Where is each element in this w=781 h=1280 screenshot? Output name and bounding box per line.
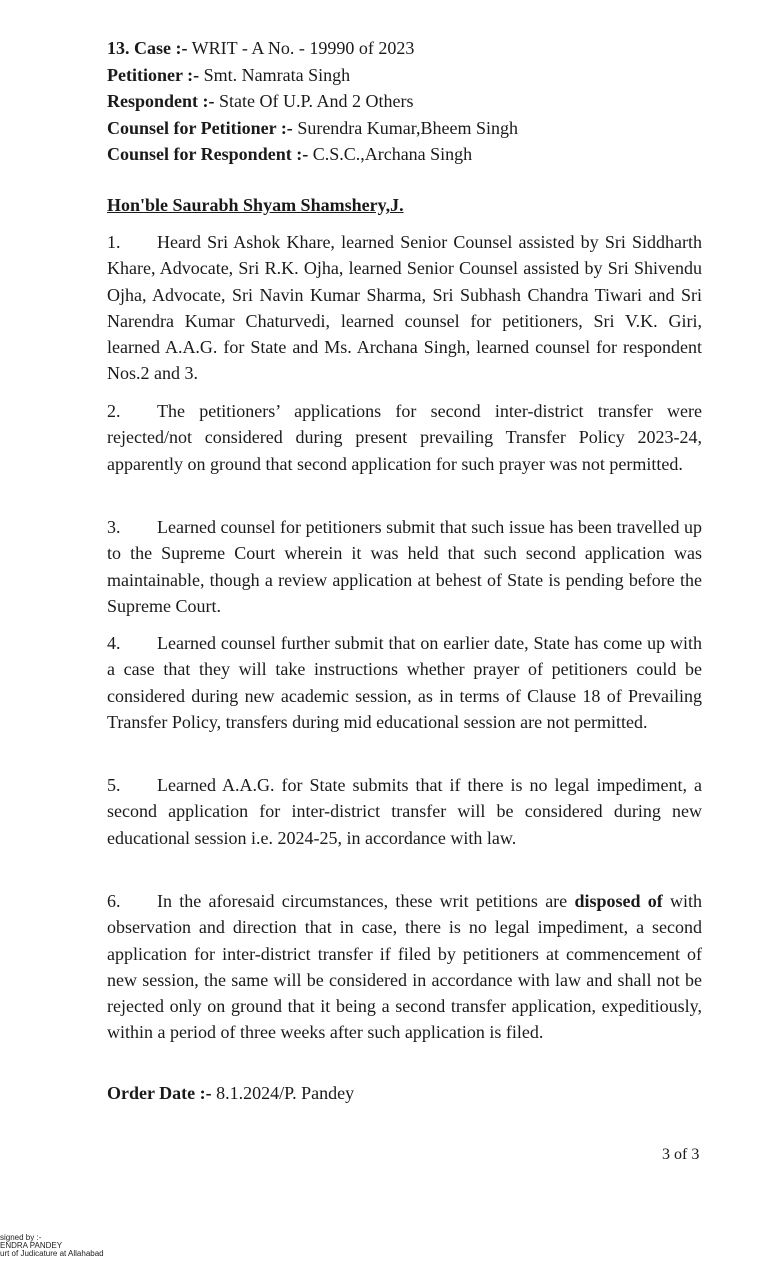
petitioner-row: Petitioner :- Smt. Namrata Singh: [107, 64, 351, 85]
respondent-row: Respondent :- State Of U.P. And 2 Others: [107, 91, 414, 111]
judge-name: Hon'ble Saurabh Shyam Shamshery,J.: [107, 195, 404, 215]
counsel-respondent-row: Counsel for Respondent :- C.S.C.,Archana Singh: [107, 144, 473, 164]
disposed-of-emphasis: disposed of: [574, 891, 663, 911]
case-header: [107, 35, 518, 168]
case-number-row: 13. Case :- WRIT - A No. - 19990 of 2023: [107, 38, 415, 58]
order-date: Order Date :- 8.1.2024/P. Pandey: [107, 1083, 355, 1103]
paragraph-6: 6. In the aforesaid circumstances, these writ petitions are disposed of with observation and direction that in case, there is no legal impediment, a second application for inter-district transfer if filed by petitioners at commencement of new session, the same will be considered in accordance with law and shall not be rejected only on ground that it being a second transfer application, expeditiously, within a period of three weeks after such application is filed.: [107, 891, 702, 1043]
paragraph-4: 4. Learned counsel further submit that on earlier date, State has come up with a case that they will take instructions whether prayer of petitioners could be considered during new academic session, as in terms of Clause 18 of Prevailing Transfer Policy, transfers during mid educational session are not permitted.: [107, 633, 702, 732]
paragraph-1: 1. Heard Sri Ashok Khare, learned Senior Counsel assisted by Sri Siddharth Khare, Advocate, Sri R.K. Ojha, learned Senior Counsel assisted by Sri Shivendu Ojha, Advocate, Sri Navin Kumar Sharma, Sri Subhash Chandra Tiwari and Sri Narendra Kumar Chaturvedi, learned counsel for petitioners, Sri V.K. Giri, learned A.A.G. for State and Ms. Archana Singh, learned counsel for respondent Nos.2 and 3.: [107, 232, 702, 384]
paragraph-5: 5. Learned A.A.G. for State submits that if there is no legal impediment, a second application for inter-district transfer will be considered during new educational session i.e. 2024-25, in accordance with law.: [107, 775, 702, 848]
digital-signature: signed by :- ENDRA PANDEY urt of Judicature at Allahabad: [0, 1233, 104, 1258]
paragraph-2: 2. The petitioners’ applications for second inter-district transfer were rejected/not considered during present prevailing Transfer Policy 2023-24, apparently on ground that second application for such prayer was not permitted.: [107, 401, 702, 474]
page-number: 3 of 3: [662, 1146, 700, 1163]
counsel-petitioner-row: Counsel for Petitioner :- Surendra Kumar,Bheem Singh: [107, 117, 519, 138]
paragraph-3: 3. Learned counsel for petitioners submit that such issue has been travelled up to the Supreme Court wherein it was held that such second application was maintainable, though a review application at behest of State is pending before the Supreme Court.: [107, 517, 702, 616]
